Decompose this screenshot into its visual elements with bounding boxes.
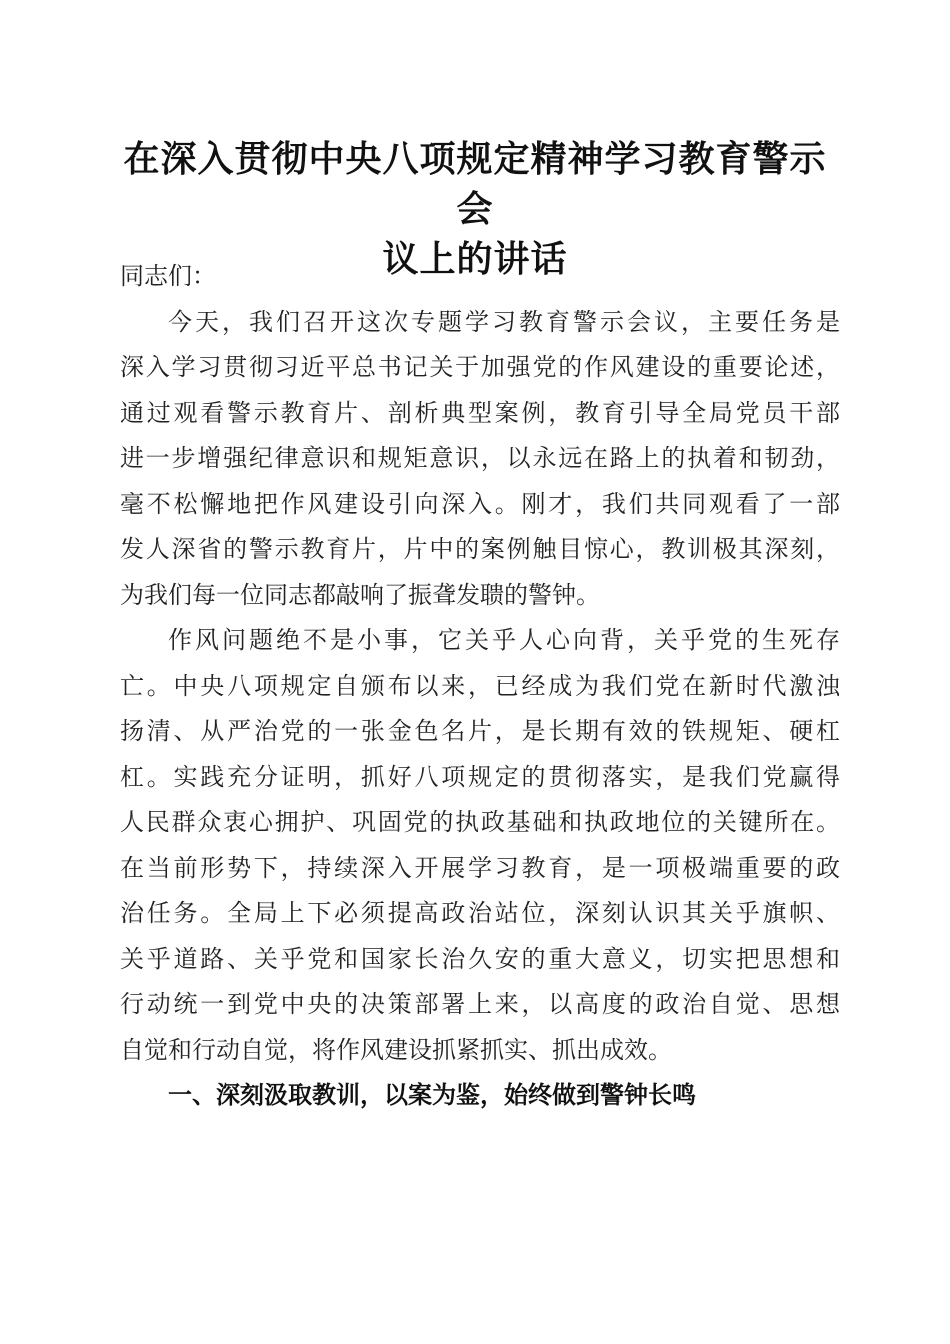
- paragraph-2-line: 亡。中央八项规定自颁布以来，已经成为我们党在新时代激浊: [120, 671, 840, 700]
- paragraph-1-line: 为我们每一位同志都敲响了振聋发聩的警钟。: [120, 580, 600, 609]
- paragraph-1-line: 通过观看警示教育片、剖析典型案例，教育引导全局党员干部: [120, 398, 840, 427]
- paragraph-1-line: 深入学习贯彻习近平总书记关于加强党的作风建设的重要论述，: [120, 353, 840, 381]
- paragraph-1-line: 发人深省的警示教育片，片中的案例触目惊心，教训极其深刻，: [120, 535, 840, 563]
- paragraph-1-line: 今天，我们召开这次专题学习教育警示会议，主要任务是: [168, 307, 840, 336]
- document-body: [120, 254, 840, 1119]
- paragraph-2-line: 人民群众衷心拥护、巩固党的执政基础和执政地位的关键所在。: [120, 808, 840, 836]
- paragraph-2-line: 行动统一到党中央的决策部署上来，以高度的政治自觉、思想: [120, 990, 840, 1018]
- paragraph-2-line: 作风问题绝不是小事，它关乎人心向背，关乎党的生死存: [168, 626, 840, 654]
- paragraph-1-line: 毫不松懈地把作风建设引向深入。刚才，我们共同观看了一部: [120, 489, 840, 518]
- paragraph-2-line: 杠。实践充分证明，抓好八项规定的贯彻落实，是我们党赢得: [120, 762, 840, 791]
- paragraph-2-line: 扬清、从严治党的一张金色名片，是长期有效的铁规矩、硬杠: [120, 717, 840, 745]
- title-line-1: 在深入贯彻中央八项规定精神学习教育警示会: [123, 138, 827, 230]
- paragraph-2-line: 在当前形势下，持续深入开展学习教育，是一项极端重要的政: [120, 853, 840, 882]
- paragraph-2-line: 关乎道路、关乎党和国家长治久安的重大意义，切实把思想和: [120, 944, 840, 973]
- paragraph-1-line: 进一步增强纪律意识和规矩意识，以永远在路上的执着和韧劲，: [120, 444, 840, 472]
- paragraph-2-line: 自觉和行动自觉，将作风建设抓紧抓实、抓出成效。: [120, 1035, 672, 1064]
- paragraph-2-line: 治任务。全局上下必须提高政治站位，深刻认识其关乎旗帜、: [120, 899, 840, 927]
- salutation: 同志们：: [120, 262, 216, 290]
- section-heading: 一、深刻汲取教训，以案为鉴，始终做到警钟长鸣: [168, 1081, 696, 1109]
- title-line-2: 议上的讲话: [382, 238, 568, 280]
